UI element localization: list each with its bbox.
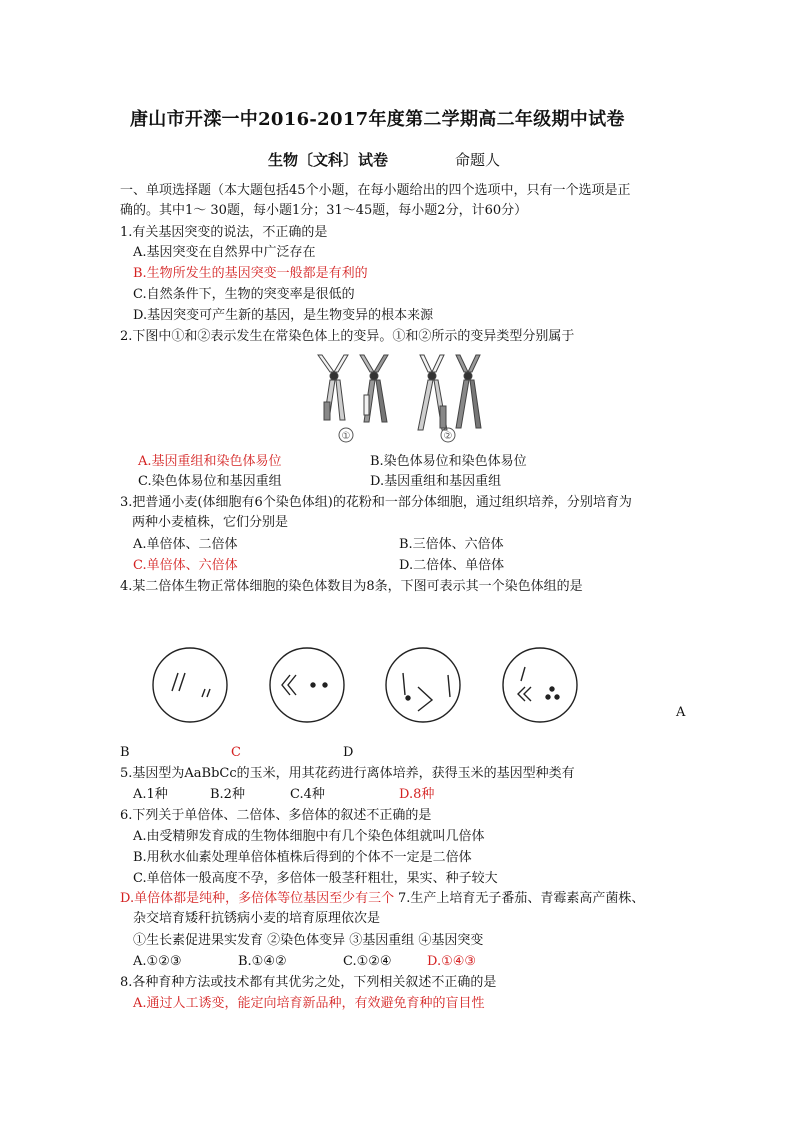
q3-option-d: D.二倍体、单倍体 [399,558,505,573]
q7-stem-start: 7.生产上培育无子番茄、青霉素高产菌株、 [398,891,645,906]
q4-label-d: D [343,745,354,760]
q1-option-a: A.基因突变在自然界中广泛存在 [133,245,316,260]
cell-2 [270,648,344,722]
q4-label-c: C [231,745,241,760]
q1-option-c: C.自然条件下，生物的突变率是很低的 [133,287,355,302]
q2-chromosome-figure [310,350,490,445]
q1-option-b: B.生物所发生的基因突变一般都是有利的 [133,266,368,281]
q4-stem: 4.某二倍体生物正常体细胞的染色体数目为8条，下图可表示其一个染色体组的是 [120,579,583,594]
q7-option-c: C.①②④ [343,954,392,969]
cell-1 [153,648,227,722]
fig-label-1: ① [341,431,351,442]
chromosome-pair-2 [418,355,481,430]
cell-4 [503,648,577,722]
q2-stem: 2.下图中①和②表示发生在常染色体上的变异。①和②所示的变异类型分别属于 [120,329,575,344]
q5-option-d: D.8种 [399,787,435,802]
q6-stem: 6.下列关于单倍体、二倍体、多倍体的叙述不正确的是 [120,808,432,823]
q8-stem: 8.各种育种方法或技术都有其优劣之处，下列相关叙述不正确的是 [120,975,497,990]
q5-option-c: C.4种 [290,787,325,802]
q7-option-b: B.①④② [238,954,287,969]
q6-option-b: B.用秋水仙素处理单倍体植株后得到的个体不一定是二倍体 [133,850,472,865]
q6-option-a: A.由受精卵发育成的生物体细胞中有几个染色体组就叫几倍体 [133,829,485,844]
section-intro-line1: 一、单项选择题（本大题包括45个小题，在每小题给出的四个选项中，只有一个选项是正 [120,183,631,198]
author-label: 命题人 [455,151,501,169]
q2-option-d: D.基因重组和基因重组 [370,474,502,489]
q7-option-d: D.①④③ [427,954,477,969]
q3-stem-line1: 3.把普通小麦(体细胞有6个染色体组)的花粉和一部分体细胞，通过组织培养，分别培育为 [120,495,632,510]
q6-option-d: D.单倍体都是纯种，多倍体等位基因至少有三个 [120,891,395,906]
q4-cells-figure [150,645,590,730]
q5-option-a: A.1种 [133,787,168,802]
q3-option-c: C.单倍体、六倍体 [133,558,238,573]
q4-label-a: A [676,705,686,720]
q4-label-b: B [120,745,130,760]
q7-stem-line2: 杂交培育矮秆抗锈病小麦的培育原理依次是 [133,911,381,926]
q3-option-b: B.三倍体、六倍体 [399,537,504,552]
q1-stem: 1.有关基因突变的说法，不正确的是 [120,225,328,240]
q3-stem-line2: 两种小麦植株，它们分别是 [132,515,289,530]
fig-label-2: ② [443,431,453,442]
section-intro-line2: 确的。其中1～ 30题，每小题1分；31～45题，每小题2分，计60分） [120,203,528,218]
q6-option-c: C.单倍体一般高度不孕，多倍体一般茎秆粗壮，果实、种子较大 [133,871,498,886]
chromosome-pair-1 [318,355,388,422]
q2-option-c: C.染色体易位和基因重组 [138,474,282,489]
q7-option-a: A.①②③ [133,954,182,969]
q2-option-a: A.基因重组和染色体易位 [138,454,282,469]
q1-option-d: D.基因突变可产生新的基因，是生物变异的根本来源 [133,308,434,323]
q3-option-a: A.单倍体、二倍体 [133,537,238,552]
q7-items: ①生长素促进果实发育 ②染色体变异 ③基因重组 ④基因突变 [133,933,484,948]
q8-option-a: A.通过人工诱变，能定向培育新品种，有效避免育种的盲目性 [133,996,485,1011]
q5-option-b: B.2种 [210,787,245,802]
exam-subtitle: 生物〔文科〕试卷 [268,151,389,169]
q5-stem: 5.基因型为AaBbCc的玉米，用其花药进行离体培养，获得玉米的基因型种类有 [120,766,575,781]
exam-title: 唐山市开滦一中2016-2017年度第二学期高二年级期中试卷 [130,109,625,130]
q2-option-b: B.染色体易位和染色体易位 [370,454,527,469]
